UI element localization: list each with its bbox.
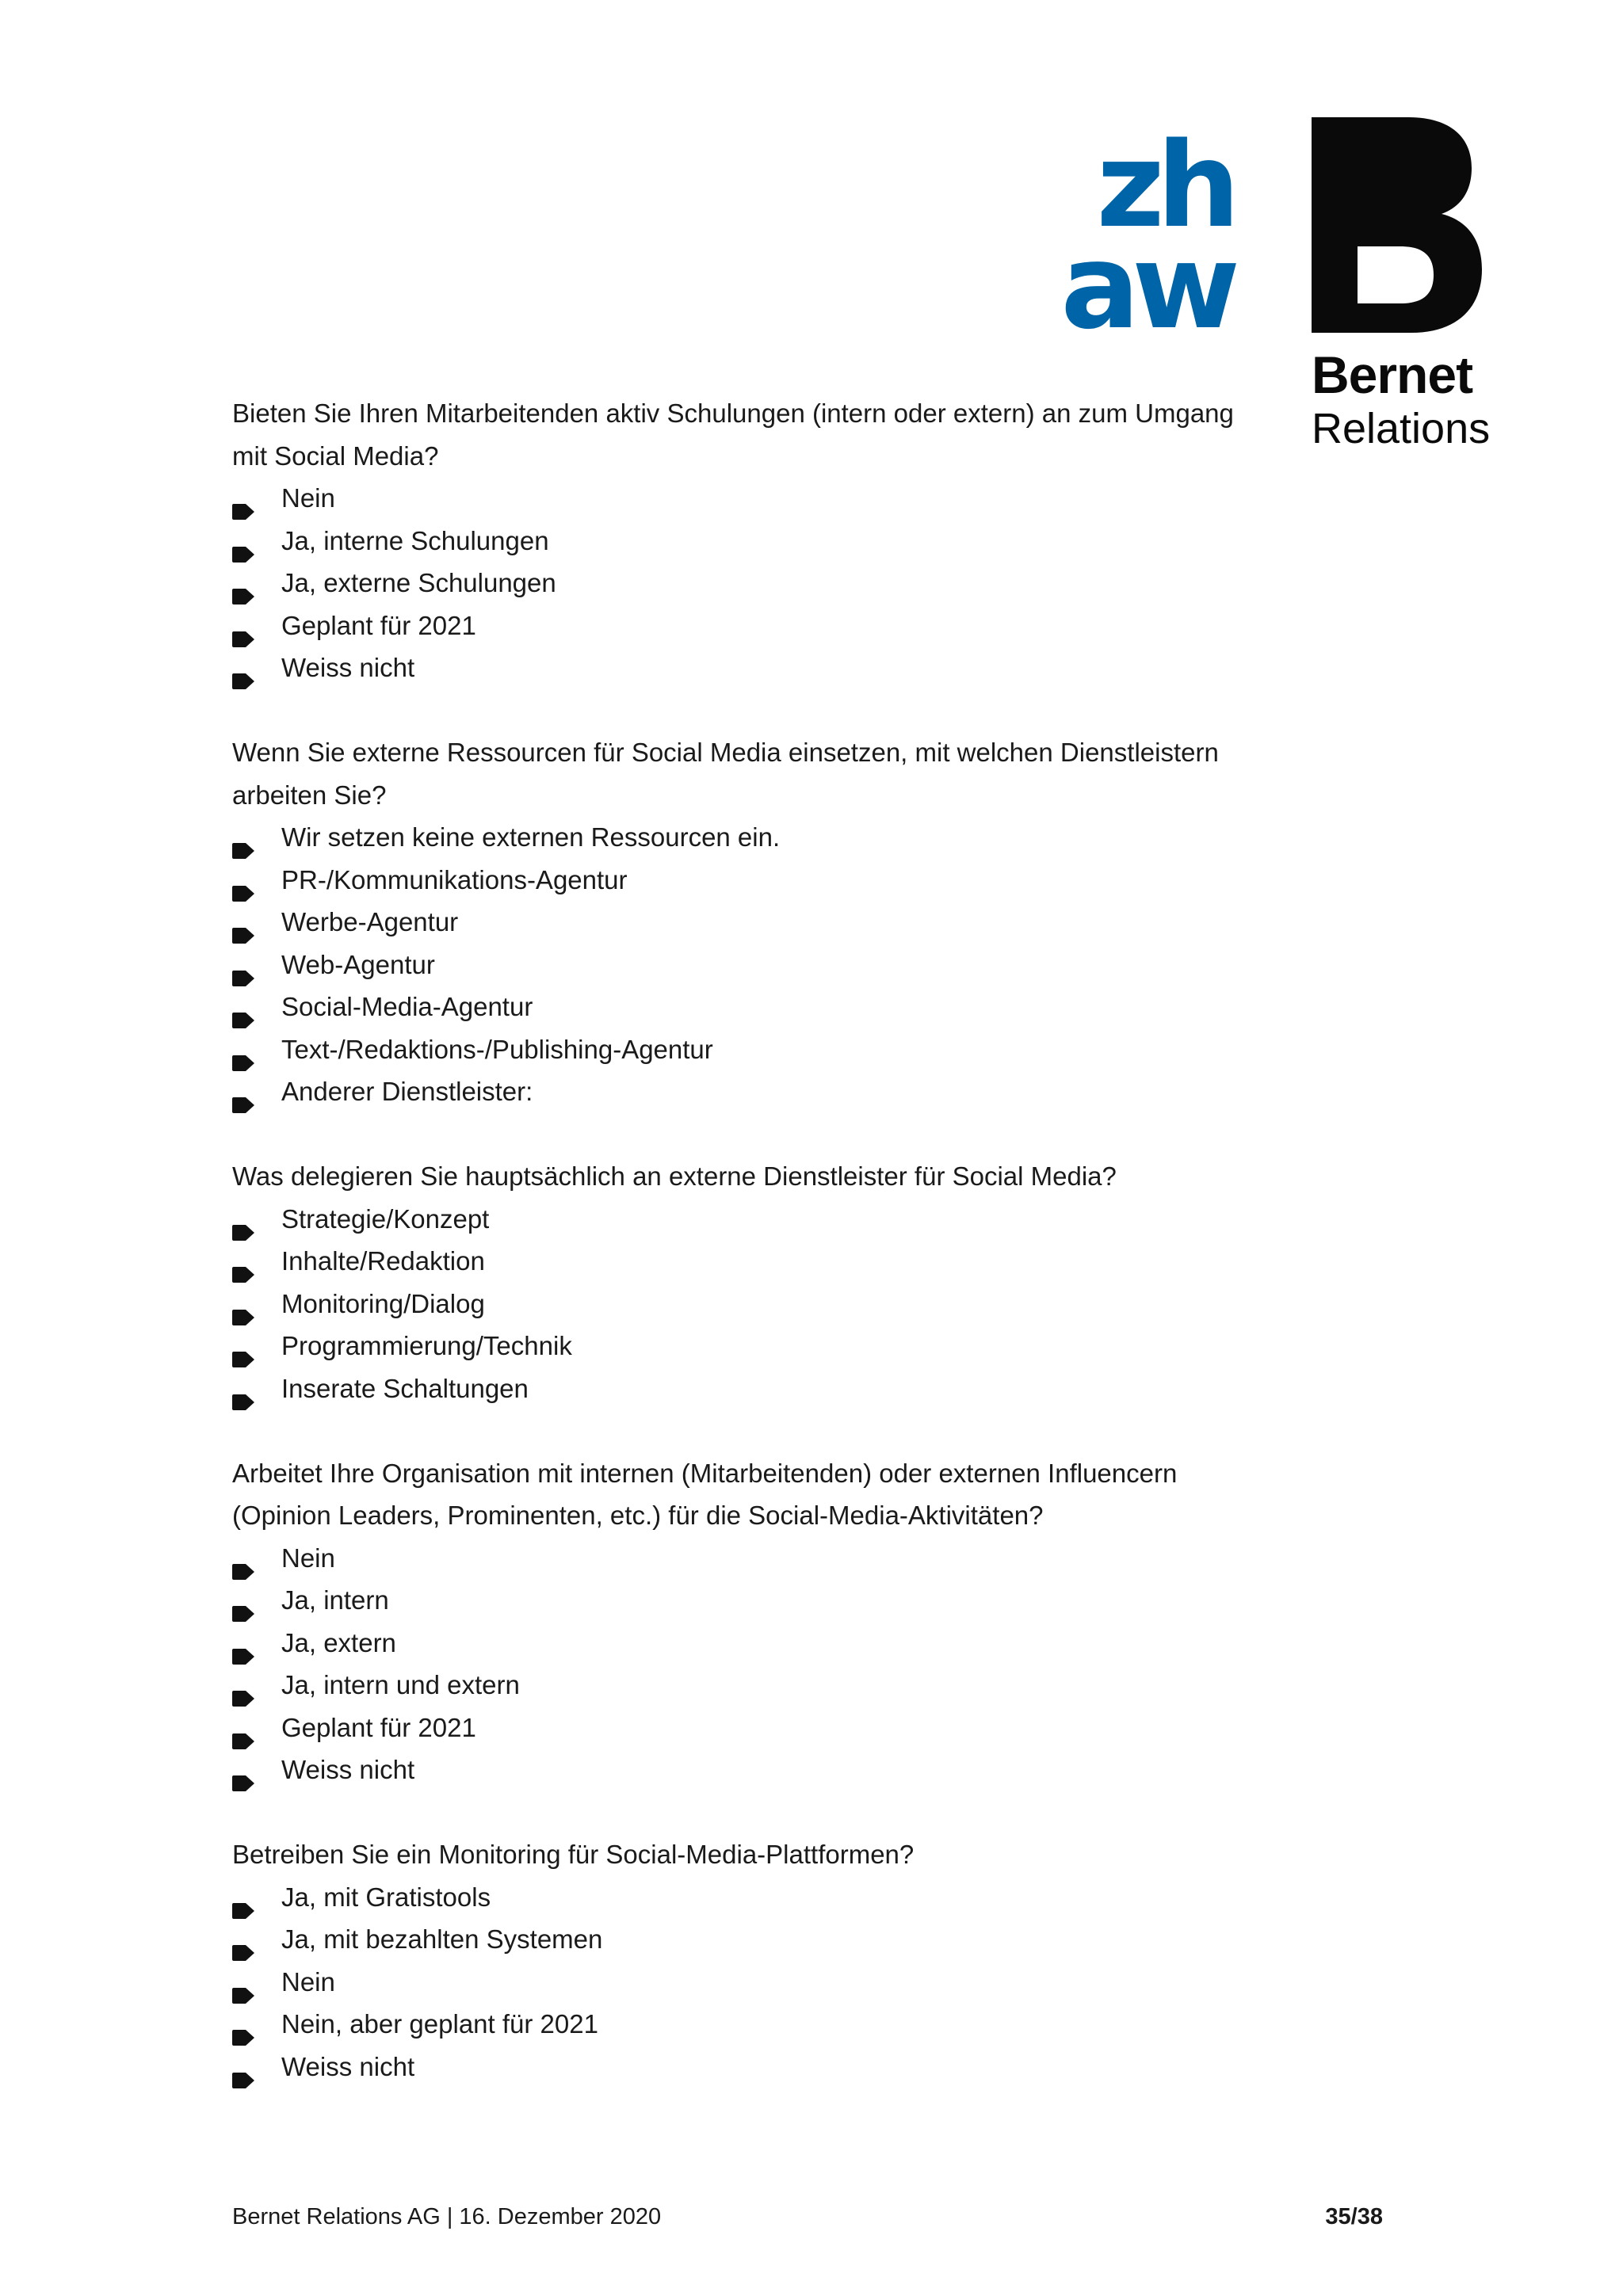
arrow-bullet-icon: [232, 1253, 254, 1268]
arrow-bullet-icon: [232, 1295, 254, 1311]
arrow-bullet-icon: [232, 617, 254, 633]
answer-option: [232, 1664, 1247, 1707]
answer-option: [232, 1028, 1247, 1071]
answer-option-label: Social-Media-Agentur: [281, 992, 533, 1021]
question-text: Was delegieren Sie hauptsächlich an externe Dienstleister für Social Media?: [232, 1161, 1117, 1191]
answer-option: [232, 986, 1247, 1028]
answer-option: [232, 1918, 1247, 1961]
arrow-bullet-icon: [232, 2016, 254, 2031]
arrow-bullet-icon: [232, 829, 254, 845]
answer-option-label: Wir setzen keine externen Ressourcen ein.: [281, 822, 781, 852]
arrow-bullet-icon: [232, 1761, 254, 1777]
answer-option-label: Nein: [281, 483, 335, 513]
answer-option: [232, 816, 1247, 859]
answer-option: [232, 646, 1247, 689]
bernet-relations-logo: [1312, 117, 1491, 455]
answer-option: [232, 859, 1247, 902]
answer-options-list: [232, 1198, 1247, 1410]
bernet-logo-word: Bernet: [1312, 345, 1473, 404]
arrow-bullet-icon: [232, 2058, 254, 2074]
arrow-bullet-icon: [232, 1634, 254, 1650]
footer-company-date: Bernet Relations AG | 16. Dezember 2020: [232, 2204, 662, 2229]
arrow-bullet-icon: [232, 998, 254, 1014]
arrow-bullet-icon: [232, 1931, 254, 1947]
answer-option-label: Nein, aber geplant für 2021: [281, 2009, 598, 2039]
answer-option: [232, 1961, 1247, 2004]
answer-option: [232, 477, 1247, 520]
zhaw-logo: [1034, 117, 1232, 355]
answer-option-label: Ja, extern: [281, 1627, 396, 1657]
answer-option-label: Anderer Dienstleister:: [281, 1077, 533, 1106]
answer-option: [232, 1198, 1247, 1241]
answer-option: [232, 562, 1247, 605]
bernet-b-mark-icon: [1312, 117, 1482, 333]
answer-option-label: Text-/Redaktions-/Publishing-Agentur: [281, 1034, 713, 1064]
zhaw-logo-line-2: aw: [1060, 219, 1232, 355]
answer-option: [232, 1537, 1247, 1580]
answer-option: [232, 1579, 1247, 1622]
answer-option: [232, 2003, 1247, 2046]
arrow-bullet-icon: [232, 1337, 254, 1353]
answer-option-label: Geplant für 2021: [281, 1712, 476, 1742]
answer-option: [232, 1240, 1247, 1283]
arrow-bullet-icon: [232, 1592, 254, 1608]
answer-option-label: Nein: [281, 1543, 335, 1573]
arrow-bullet-icon: [232, 574, 254, 590]
relations-logo-word: Relations: [1312, 405, 1491, 452]
question-text: Bieten Sie Ihren Mitarbeitenden aktiv Schulungen (intern oder extern) an zum Umgang mit Social Media?: [232, 399, 1234, 471]
arrow-bullet-icon: [232, 490, 254, 505]
answer-option-label: Weiss nicht: [281, 1755, 415, 1784]
arrow-bullet-icon: [232, 659, 254, 675]
arrow-bullet-icon: [232, 956, 254, 972]
answer-option: [232, 1622, 1247, 1665]
answer-option-label: PR-/Kommunikations-Agentur: [281, 864, 628, 894]
answer-option-label: Ja, interne Schulungen: [281, 525, 549, 555]
arrow-bullet-icon: [232, 913, 254, 929]
answer-option-label: Programmierung/Technik: [281, 1331, 572, 1360]
zhaw-logo-line-1: zh: [1096, 117, 1232, 254]
arrow-bullet-icon: [232, 1083, 254, 1099]
answer-option-label: Weiss nicht: [281, 653, 415, 682]
answer-option-label: Ja, mit Gratistools: [281, 1882, 491, 1912]
arrow-bullet-icon: [232, 1719, 254, 1735]
answer-option-label: Ja, intern: [281, 1585, 389, 1615]
answer-option: [232, 901, 1247, 944]
question-text: Betreiben Sie ein Monitoring für Social-Media-Plattformen?: [232, 1840, 915, 1869]
arrow-bullet-icon: [232, 1550, 254, 1566]
arrow-bullet-icon: [232, 1380, 254, 1396]
arrow-bullet-icon: [232, 1974, 254, 1989]
arrow-bullet-icon: [232, 1676, 254, 1692]
answer-option: [232, 1325, 1247, 1367]
answer-option-label: Inhalte/Redaktion: [281, 1246, 485, 1276]
survey-questions: [232, 392, 1247, 2130]
answer-option: [232, 1876, 1247, 1919]
answer-option-label: Inserate Schaltungen: [281, 1373, 529, 1403]
answer-option: [232, 520, 1247, 563]
arrow-bullet-icon: [232, 1041, 254, 1057]
answer-options-list: [232, 1876, 1247, 2088]
arrow-bullet-icon: [232, 1889, 254, 1905]
answer-option-label: Ja, mit bezahlten Systemen: [281, 1924, 603, 1954]
answer-option-label: Weiss nicht: [281, 2051, 415, 2081]
answer-option-label: Strategie/Konzept: [281, 1203, 490, 1234]
answer-option-label: Werbe-Agentur: [281, 907, 459, 936]
arrow-bullet-icon: [232, 871, 254, 887]
answer-option: [232, 1283, 1247, 1325]
answer-option-label: Monitoring/Dialog: [281, 1288, 485, 1318]
answer-option-label: Geplant für 2021: [281, 610, 476, 640]
answer-options-list: [232, 816, 1247, 1113]
answer-option: [232, 944, 1247, 986]
answer-option-label: Ja, externe Schulungen: [281, 568, 556, 597]
answer-option: [232, 2046, 1247, 2088]
answer-options-list: [232, 1537, 1247, 1791]
answer-option: [232, 1749, 1247, 1791]
answer-option: [232, 1367, 1247, 1410]
question-text: Wenn Sie externe Ressourcen für Social Media einsetzen, mit welchen Dienstleistern arbeiten Sie?: [232, 738, 1219, 810]
arrow-bullet-icon: [232, 532, 254, 548]
arrow-bullet-icon: [232, 1211, 254, 1226]
answer-option-label: Web-Agentur: [281, 949, 435, 979]
page-number: 35/38: [1325, 2204, 1383, 2229]
answer-option-label: Ja, intern und extern: [281, 1670, 520, 1699]
answer-option: [232, 1070, 1247, 1113]
answer-option: [232, 605, 1247, 647]
answer-options-list: [232, 477, 1247, 689]
question-text: Arbeitet Ihre Organisation mit internen (Mitarbeitenden) oder externen Influencern (Opinion Leaders, Prominenten, etc.) für die Social-Media-Aktivitäten?: [232, 1458, 1178, 1530]
answer-option: [232, 1707, 1247, 1749]
answer-option-label: Nein: [281, 1966, 335, 1997]
